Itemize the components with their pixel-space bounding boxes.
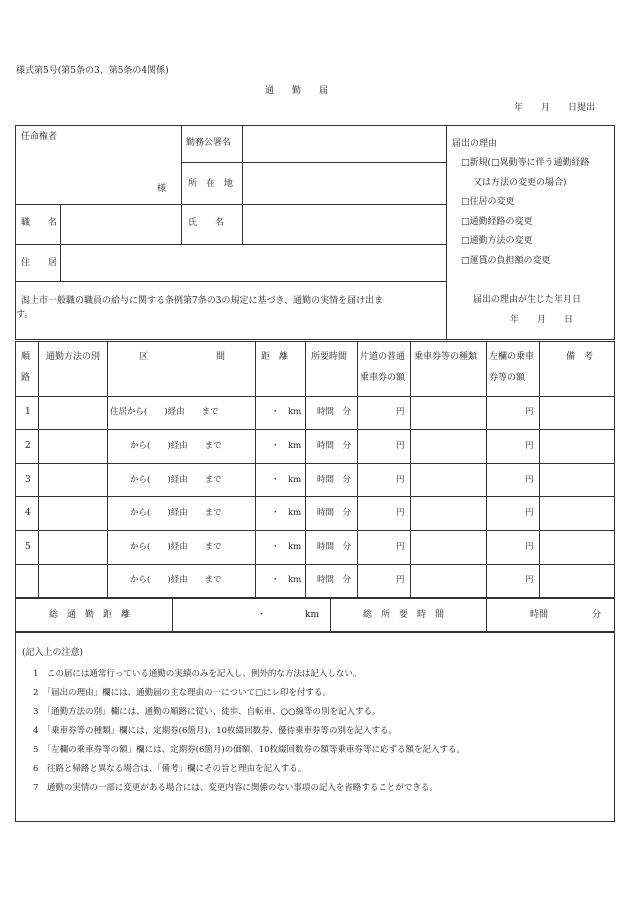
row-number: 2 (25, 441, 31, 451)
residence-field[interactable] (61, 245, 445, 280)
row-left-fare[interactable]: 円 (525, 542, 534, 552)
note-item: 2 「届出の理由」欄には、通勤届の主な理由の一について□にレ印を付する。 (33, 688, 332, 698)
note-item: 5 「左欄の乗車券等の額」欄には、定期券(6箇月)の価額、10枚綴回数券の額等乗車券等に応ずる額を記入する。 (33, 745, 466, 755)
note-item: 3 「通勤方法の別」欄には、通勤の順路に従い、徒歩、自転車、○○線等の別を記入する。 (33, 707, 381, 717)
header-method: 通勤方法の別 (46, 352, 101, 362)
header-distance: 距 離 (261, 352, 289, 362)
header-fare-2: 乗車券の額 (360, 373, 406, 383)
row-left-fare[interactable]: 円 (525, 508, 534, 518)
row-time[interactable]: 時間 分 (317, 575, 352, 585)
total-time-hours[interactable]: 時間 (530, 610, 549, 620)
post-label: 職 名 (21, 218, 58, 228)
notes-title: (記入上の注意) (22, 648, 84, 658)
row-distance[interactable]: ・ km (271, 542, 302, 552)
office-label: 勤務公署名 (186, 138, 232, 148)
row-fare[interactable]: 円 (396, 475, 405, 485)
header-section-2: 間 (216, 352, 226, 362)
reason-new[interactable]: □新規(□異動等に伴う通勤経路 (461, 158, 590, 168)
name-field[interactable] (243, 205, 445, 243)
row-fare[interactable]: 円 (396, 542, 405, 552)
row-distance[interactable]: ・ km (271, 508, 302, 518)
row-left-fare[interactable]: 円 (525, 441, 534, 451)
header-section-1: 区 (139, 352, 149, 362)
header-time: 所要時間 (311, 352, 348, 362)
header-left-fare-2: 券等の額 (489, 373, 526, 383)
row-time[interactable]: 時間 分 (317, 475, 352, 485)
row-fare[interactable]: 円 (396, 508, 405, 518)
appointer-suffix: 様 (157, 184, 167, 194)
reason-fare[interactable]: □運賃の負担額の変更 (461, 256, 551, 266)
declaration-line-1: 潟上市一般職の職員の給与に関する条例第7条の3の規定に基づき、通勤の実情を届け出ま (21, 296, 384, 306)
header-order-2: 路 (21, 373, 31, 383)
note-item: 7 通勤の実情の一部に変更がある場合には、変更内容に関係のない事項の記入を省略することができる。 (33, 783, 438, 793)
reason-date-title: 届出の理由が生じた年月日 (473, 295, 582, 305)
row-fare[interactable]: 円 (396, 407, 405, 417)
row-section[interactable]: から( )経由 まで (130, 475, 222, 485)
row-distance[interactable]: ・ km (271, 475, 302, 485)
row-time[interactable]: 時間 分 (317, 441, 352, 451)
total-time-minutes[interactable]: 分 (592, 610, 602, 620)
row-section[interactable]: から( )経由 まで (130, 575, 222, 585)
header-left-fare-1: 左欄の乗車 (489, 352, 535, 362)
row-section[interactable]: から( )経由 まで (130, 441, 222, 451)
row-left-fare[interactable]: 円 (525, 407, 534, 417)
location-field[interactable] (243, 163, 445, 203)
reason-date-value: 年 月 日 (510, 315, 574, 325)
appointer-label: 任命権者 (21, 132, 58, 142)
note-item: 4 「乗車券等の種類」欄には、定期券(6箇月)、10枚綴回数券、優待乗車券等の別を記入する。 (33, 726, 398, 736)
row-distance[interactable]: ・ km (271, 441, 302, 451)
row-number: 1 (25, 407, 31, 417)
row-number: 3 (25, 475, 31, 485)
note-item: 1 この届には通常行っている通勤の実績のみを記入し、例外的な方法は記入しない。 (33, 669, 362, 679)
row-left-fare[interactable]: 円 (525, 575, 534, 585)
header-fare-1: 片道の普通 (360, 352, 406, 362)
row-time[interactable]: 時間 分 (317, 542, 352, 552)
row-number: 4 (25, 508, 31, 518)
reason-route[interactable]: □通勤経路の変更 (461, 217, 533, 227)
total-distance-dot[interactable]: ・ (257, 610, 267, 620)
header-remarks: 備 考 (566, 352, 594, 362)
row-distance[interactable]: ・ km (271, 407, 302, 417)
row-time[interactable]: 時間 分 (317, 508, 352, 518)
row-time[interactable]: 時間 分 (317, 407, 352, 417)
declaration-line-2: す。 (16, 310, 34, 320)
row-number: 5 (25, 542, 31, 552)
reason-residence[interactable]: □住居の変更 (461, 197, 515, 207)
reason-new-sub: 又は方法の変更の場合) (473, 178, 567, 188)
row-section[interactable]: から( )経由 まで (130, 508, 222, 518)
row-section[interactable]: から( )経由 まで (130, 542, 222, 552)
post-field[interactable] (61, 205, 180, 243)
header-ticket-type: 乗車券等の種類 (414, 352, 478, 362)
name-label: 氏 名 (188, 218, 225, 228)
form-number: 様式第5号(第5条の3、第5条の4関係) (16, 66, 169, 76)
total-distance-unit: km (305, 610, 319, 620)
reason-title: 届出の理由 (452, 139, 498, 149)
row-left-fare[interactable]: 円 (525, 475, 534, 485)
location-label: 所 在 地 (188, 179, 234, 189)
office-field[interactable] (243, 126, 445, 161)
form-title: 通 勤 届 (265, 86, 329, 96)
row-section[interactable]: 住居から( )経由 まで (110, 407, 219, 417)
note-item: 6 往路と帰路と異なる場合は、「備考」欄にその旨と理由を記入する。 (33, 764, 307, 774)
residence-label: 住 居 (21, 258, 58, 268)
reason-method[interactable]: □通勤方法の変更 (461, 236, 533, 246)
total-time-label: 総 所 要 時 間 (363, 610, 445, 620)
row-distance[interactable]: ・ km (271, 575, 302, 585)
row-fare[interactable]: 円 (396, 441, 405, 451)
header-order-1: 順 (21, 352, 31, 362)
total-distance-label: 総 通 勤 距 離 (49, 610, 131, 620)
submission-date: 年 月 日提出 (514, 103, 596, 113)
row-fare[interactable]: 円 (396, 575, 405, 585)
